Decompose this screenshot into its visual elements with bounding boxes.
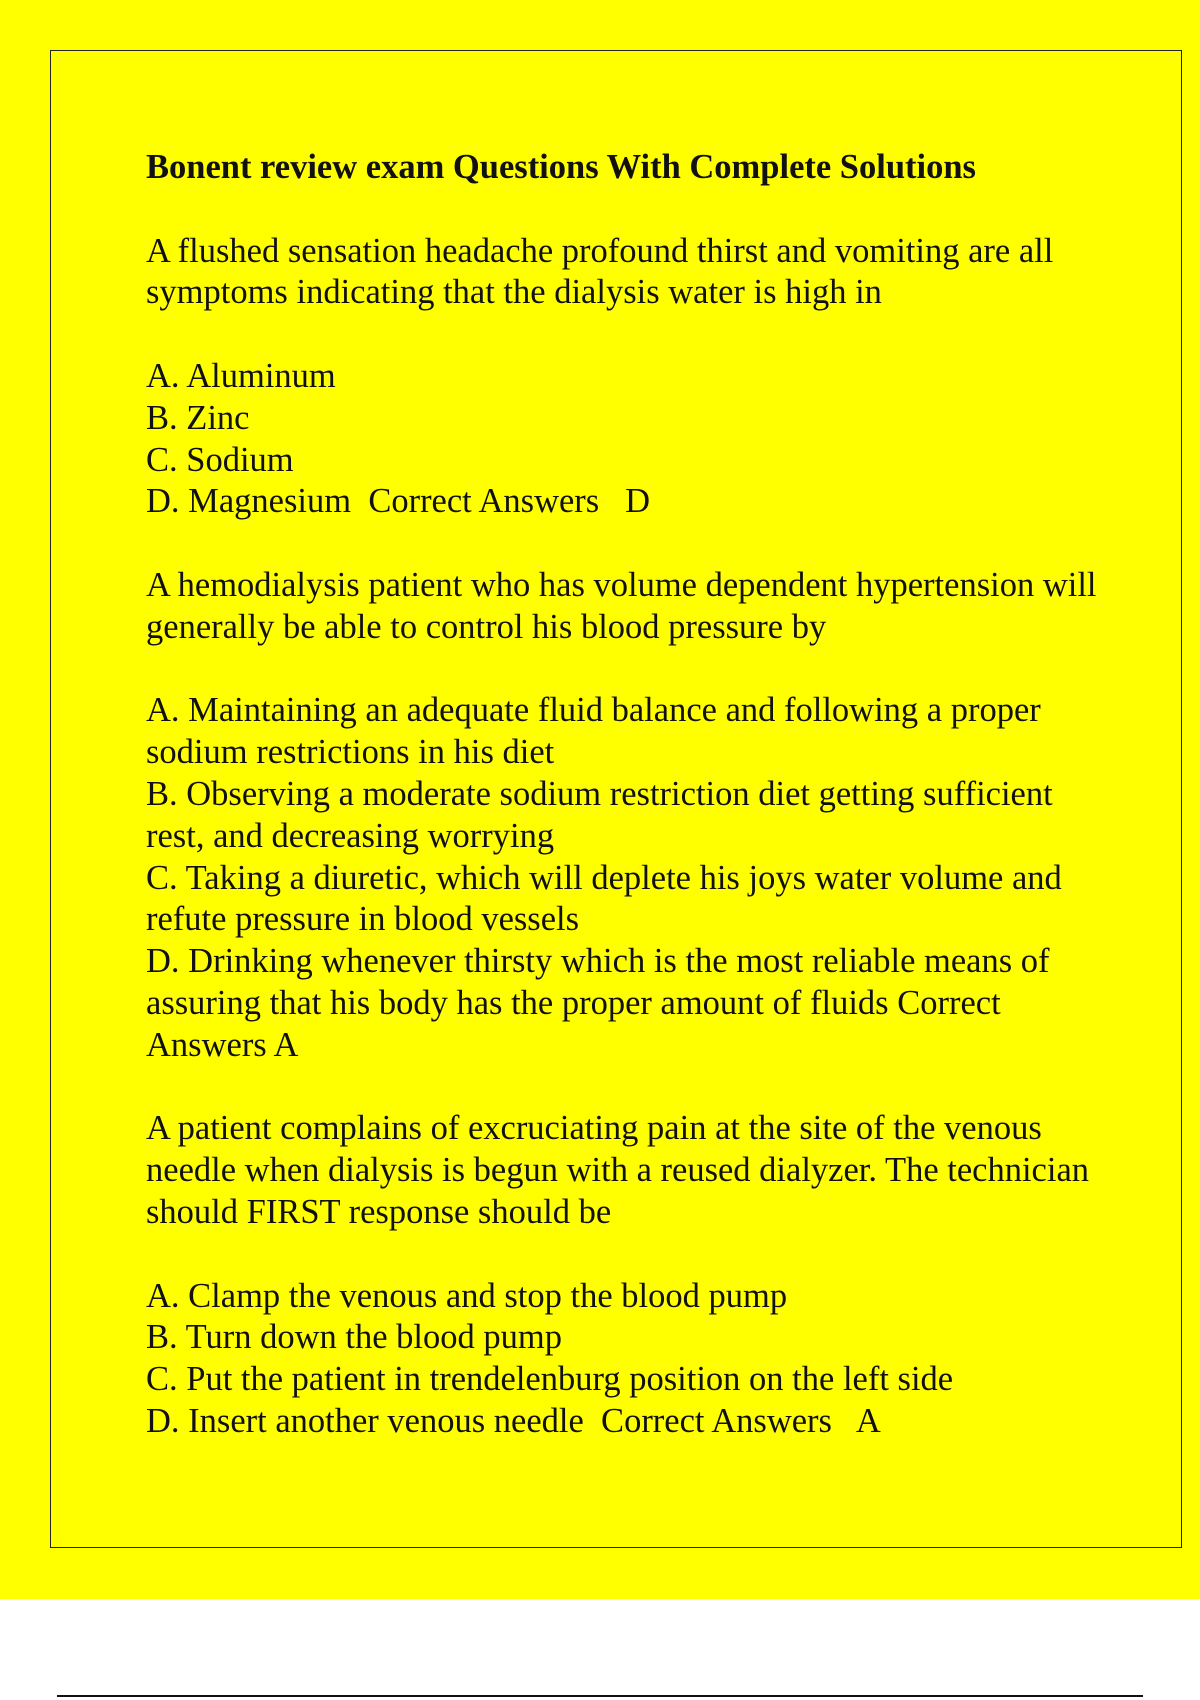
option: A. Clamp the venous and stop the blood pump: [146, 1276, 788, 1315]
option: A. Maintaining an adequate fluid balance and following a proper sodium restrictions in his diet: [146, 691, 1041, 772]
option: C. Put the patient in trendelenburg position on the left side: [146, 1360, 954, 1399]
option: D. Insert another venous needle Correct Answers A: [146, 1401, 881, 1440]
answer-options: [146, 1276, 1106, 1443]
answer-options: [146, 356, 1106, 523]
document-content: [146, 147, 1106, 1485]
option: B. Turn down the blood pump: [146, 1318, 562, 1357]
question-text: A flushed sensation headache profound thirst and vomiting are all symptoms indicating that the dialysis water is high in: [146, 231, 1054, 312]
question-text: A hemodialysis patient who has volume dependent hypertension will generally be able to control his blood pressure by: [146, 565, 1097, 646]
option: D. Drinking whenever thirsty which is the most reliable means of assuring that his body has the proper amount of fluids Correct Answers A: [146, 942, 1050, 1064]
document-title: Bonent review exam Questions With Complete Solutions: [146, 148, 976, 186]
option: A. Aluminum: [146, 356, 336, 395]
option: B. Zinc: [146, 398, 250, 437]
option: C. Taking a diuretic, which will deplete his joys water volume and refute pressure in blood vessels: [146, 858, 1062, 939]
footer-divider: [57, 1695, 1143, 1697]
option: D. Magnesium Correct Answers D: [146, 482, 651, 521]
question-text: A patient complains of excruciating pain at the site of the venous needle when dialysis is begun with a reused dialyzer. The technician should FIRST response should be: [146, 1109, 1090, 1231]
option: C. Sodium: [146, 440, 294, 479]
answer-options: [146, 690, 1106, 1066]
option: B. Observing a moderate sodium restriction diet getting sufficient rest, and decreasing worrying: [146, 774, 1053, 855]
